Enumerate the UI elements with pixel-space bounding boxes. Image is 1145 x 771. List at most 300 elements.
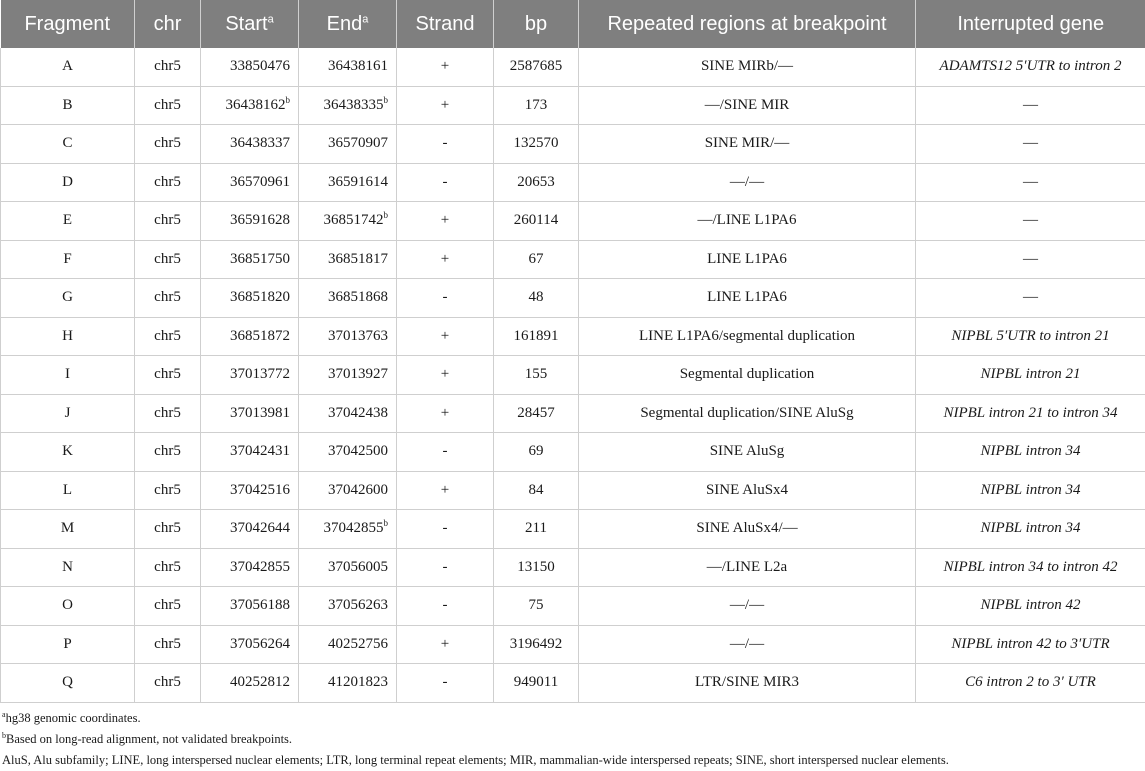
cell-fragment	[1, 86, 135, 125]
cell-interrupted-gene	[916, 317, 1145, 356]
cell-repeated-regions-text: LINE L1PA6	[707, 251, 787, 267]
cell-interrupted-gene	[916, 240, 1145, 279]
header-repeated-label: Repeated regions at breakpoint	[607, 13, 886, 35]
footnote-mark: b	[286, 95, 291, 105]
cell-interrupted-gene	[916, 279, 1145, 318]
cell-repeated-regions-text: —/LINE L2a	[707, 559, 787, 575]
cell-chr	[135, 317, 201, 356]
cell-interrupted-gene-text: —	[1023, 135, 1038, 151]
header-end	[299, 0, 397, 48]
cell-start	[201, 433, 299, 472]
cell-strand	[397, 48, 494, 86]
cell-bp	[494, 125, 579, 164]
cell-chr-text: chr5	[154, 482, 181, 498]
cell-bp	[494, 471, 579, 510]
table-row	[1, 279, 1145, 318]
cell-repeated-regions-text: —/SINE MIR	[705, 97, 790, 113]
cell-bp-text: 173	[525, 97, 548, 113]
cell-start	[201, 86, 299, 125]
cell-end	[299, 48, 397, 86]
cell-repeated-regions	[579, 587, 916, 626]
cell-start	[201, 510, 299, 549]
cell-bp	[494, 664, 579, 703]
cell-chr	[135, 163, 201, 202]
cell-strand-text: +	[441, 97, 449, 113]
cell-strand-text: -	[443, 135, 448, 151]
cell-repeated-regions	[579, 510, 916, 549]
cell-chr-text: chr5	[154, 251, 181, 267]
cell-bp	[494, 279, 579, 318]
cell-chr	[135, 433, 201, 472]
cell-strand	[397, 125, 494, 164]
cell-start-text: 37042855	[230, 559, 290, 575]
cell-end-text: 37056005	[328, 559, 388, 575]
cell-bp	[494, 625, 579, 664]
cell-start-text: 36438337	[230, 135, 290, 151]
cell-start	[201, 664, 299, 703]
cell-start-text: 37042431	[230, 443, 290, 459]
cell-end	[299, 510, 397, 549]
cell-repeated-regions-text: SINE MIR/—	[705, 135, 790, 151]
footnote	[2, 729, 1142, 750]
cell-fragment	[1, 279, 135, 318]
cell-interrupted-gene	[916, 202, 1145, 241]
cell-interrupted-gene-text: NIPBL 5′UTR to intron 21	[951, 328, 1109, 344]
cell-chr	[135, 510, 201, 549]
cell-bp-text: 155	[525, 366, 548, 382]
cell-fragment	[1, 471, 135, 510]
cell-strand-text: -	[443, 443, 448, 459]
header-fragment	[1, 0, 135, 48]
cell-fragment-text: A	[62, 58, 73, 74]
cell-strand	[397, 240, 494, 279]
cell-bp-text: 69	[529, 443, 544, 459]
table-row	[1, 48, 1145, 86]
cell-interrupted-gene-text: NIPBL intron 34	[980, 520, 1080, 536]
cell-start	[201, 625, 299, 664]
cell-strand-text: +	[441, 366, 449, 382]
cell-start	[201, 471, 299, 510]
cell-repeated-regions	[579, 394, 916, 433]
cell-strand-text: -	[443, 597, 448, 613]
cell-start-text: 40252812	[230, 674, 290, 690]
cell-interrupted-gene	[916, 510, 1145, 549]
footnotes	[2, 708, 1142, 771]
cell-strand-text: -	[443, 559, 448, 575]
cell-repeated-regions-text: —/—	[730, 597, 764, 613]
cell-strand-text: -	[443, 674, 448, 690]
cell-end	[299, 394, 397, 433]
cell-start-text: 37056264	[230, 636, 290, 652]
cell-chr-text: chr5	[154, 443, 181, 459]
cell-bp	[494, 86, 579, 125]
header-bp-label: bp	[525, 13, 547, 35]
cell-fragment-text: K	[62, 443, 73, 459]
cell-interrupted-gene	[916, 163, 1145, 202]
header-start-footnote-mark: a	[268, 13, 274, 25]
cell-strand-text: -	[443, 174, 448, 190]
footnote	[2, 708, 1142, 729]
cell-repeated-regions	[579, 125, 916, 164]
cell-bp-text: 260114	[514, 212, 558, 228]
cell-repeated-regions	[579, 48, 916, 86]
cell-chr	[135, 86, 201, 125]
cell-interrupted-gene-text: NIPBL intron 34	[980, 443, 1080, 459]
cell-interrupted-gene-text: ADAMTS12 5′UTR to intron 2	[940, 58, 1122, 74]
cell-bp	[494, 163, 579, 202]
cell-chr-text: chr5	[154, 520, 181, 536]
cell-strand	[397, 163, 494, 202]
header-bp	[494, 0, 579, 48]
cell-end	[299, 471, 397, 510]
header-gene-label: Interrupted gene	[957, 13, 1104, 35]
cell-start-text: 36851750	[230, 251, 290, 267]
cell-bp	[494, 394, 579, 433]
table-row	[1, 86, 1145, 125]
cell-chr-text: chr5	[154, 636, 181, 652]
footnote-mark: a	[2, 710, 6, 719]
cell-repeated-regions-text: LINE L1PA6/segmental duplication	[639, 328, 855, 344]
cell-end	[299, 625, 397, 664]
cell-end-text: 36591614	[328, 174, 388, 190]
cell-strand	[397, 356, 494, 395]
cell-interrupted-gene	[916, 394, 1145, 433]
header-repeated-regions	[579, 0, 916, 48]
cell-end	[299, 202, 397, 241]
cell-chr-text: chr5	[154, 405, 181, 421]
cell-bp-text: 3196492	[510, 636, 563, 652]
cell-chr-text: chr5	[154, 58, 181, 74]
cell-chr-text: chr5	[154, 559, 181, 575]
cell-fragment-text: F	[63, 251, 71, 267]
cell-start	[201, 356, 299, 395]
cell-bp-text: 949011	[514, 674, 558, 690]
table-row	[1, 664, 1145, 703]
table-row	[1, 510, 1145, 549]
cell-strand-text: +	[441, 58, 449, 74]
cell-fragment-text: E	[63, 212, 72, 228]
cell-bp	[494, 548, 579, 587]
cell-fragment-text: P	[63, 636, 71, 652]
cell-strand-text: +	[441, 636, 449, 652]
cell-strand	[397, 317, 494, 356]
cell-start-text: 37042516	[230, 482, 290, 498]
cell-fragment-text: N	[62, 559, 73, 575]
table-row	[1, 548, 1145, 587]
cell-chr	[135, 240, 201, 279]
cell-strand	[397, 86, 494, 125]
cell-chr-text: chr5	[154, 289, 181, 305]
cell-end-text: 37056263	[328, 597, 388, 613]
header-fragment-label: Fragment	[24, 13, 110, 35]
cell-start-text: 37042644	[230, 520, 290, 536]
header-end-label: End	[327, 13, 363, 35]
cell-strand-text: -	[443, 520, 448, 536]
footnote	[2, 750, 1142, 771]
table-row	[1, 125, 1145, 164]
cell-interrupted-gene	[916, 86, 1145, 125]
cell-start	[201, 548, 299, 587]
cell-start-text: 36851820	[230, 289, 290, 305]
cell-chr	[135, 471, 201, 510]
cell-end-text: 36851742	[324, 212, 384, 228]
cell-end-text: 36851817	[328, 251, 388, 267]
table-row	[1, 317, 1145, 356]
cell-chr	[135, 48, 201, 86]
cell-repeated-regions-text: Segmental duplication/SINE AluSg	[640, 405, 853, 421]
cell-chr-text: chr5	[154, 328, 181, 344]
cell-start-text: 37056188	[230, 597, 290, 613]
cell-fragment-text: Q	[62, 674, 73, 690]
cell-chr-text: chr5	[154, 366, 181, 382]
cell-end-text: 37042600	[328, 482, 388, 498]
cell-strand	[397, 279, 494, 318]
cell-fragment	[1, 240, 135, 279]
cell-repeated-regions-text: Segmental duplication	[680, 366, 815, 382]
cell-start	[201, 317, 299, 356]
cell-interrupted-gene-text: NIPBL intron 34 to intron 42	[943, 559, 1117, 575]
cell-strand	[397, 510, 494, 549]
cell-start-text: 36851872	[230, 328, 290, 344]
table-row	[1, 433, 1145, 472]
cell-end	[299, 317, 397, 356]
cell-chr	[135, 625, 201, 664]
cell-strand	[397, 471, 494, 510]
cell-fragment	[1, 125, 135, 164]
cell-repeated-regions-text: LINE L1PA6	[707, 289, 787, 305]
cell-bp	[494, 48, 579, 86]
cell-interrupted-gene-text: —	[1023, 212, 1038, 228]
table-row	[1, 471, 1145, 510]
cell-bp-text: 211	[525, 520, 547, 536]
cell-start	[201, 163, 299, 202]
cell-chr-text: chr5	[154, 135, 181, 151]
cell-chr-text: chr5	[154, 97, 181, 113]
cell-repeated-regions	[579, 433, 916, 472]
cell-bp-text: 2587685	[510, 58, 563, 74]
cell-end-text: 37042438	[328, 405, 388, 421]
cell-chr	[135, 125, 201, 164]
cell-interrupted-gene	[916, 356, 1145, 395]
cell-repeated-regions	[579, 625, 916, 664]
table-row	[1, 163, 1145, 202]
footnote-mark: b	[2, 731, 6, 740]
cell-end-text: 37013763	[328, 328, 388, 344]
cell-chr	[135, 356, 201, 395]
cell-end-text: 36851868	[328, 289, 388, 305]
cell-end-text: 36438161	[328, 58, 388, 74]
cell-strand	[397, 587, 494, 626]
cell-end-text: 36570907	[328, 135, 388, 151]
cell-bp-text: 20653	[517, 174, 555, 190]
cell-strand	[397, 394, 494, 433]
cell-end-text: 37042855	[324, 520, 384, 536]
cell-repeated-regions	[579, 548, 916, 587]
cell-strand	[397, 625, 494, 664]
cell-repeated-regions-text: LTR/SINE MIR3	[695, 674, 799, 690]
cell-strand	[397, 548, 494, 587]
table-row	[1, 394, 1145, 433]
cell-start-text: 37013981	[230, 405, 290, 421]
cell-interrupted-gene-text: —	[1023, 97, 1038, 113]
cell-bp	[494, 240, 579, 279]
cell-interrupted-gene-text: NIPBL intron 34	[980, 482, 1080, 498]
cell-repeated-regions-text: —/—	[730, 636, 764, 652]
cell-start	[201, 240, 299, 279]
cell-chr-text: chr5	[154, 674, 181, 690]
cell-end-text: 41201823	[328, 674, 388, 690]
cell-start-text: 36438162	[226, 97, 286, 113]
cell-chr	[135, 202, 201, 241]
cell-strand-text: +	[441, 405, 449, 421]
header-start-label: Start	[225, 13, 267, 35]
cell-repeated-regions-text: SINE AluSx4/—	[696, 520, 797, 536]
cell-start	[201, 587, 299, 626]
cell-end	[299, 587, 397, 626]
table-row	[1, 240, 1145, 279]
cell-repeated-regions	[579, 317, 916, 356]
cell-interrupted-gene-text: —	[1023, 289, 1038, 305]
cell-interrupted-gene	[916, 433, 1145, 472]
cell-bp-text: 84	[529, 482, 544, 498]
cell-fragment	[1, 48, 135, 86]
cell-end-text: 40252756	[328, 636, 388, 652]
cell-fragment-text: H	[62, 328, 73, 344]
cell-fragment	[1, 510, 135, 549]
cell-fragment	[1, 356, 135, 395]
cell-end	[299, 163, 397, 202]
cell-chr	[135, 548, 201, 587]
cell-repeated-regions-text: SINE AluSg	[710, 443, 785, 459]
footnote-text: AluS, Alu subfamily; LINE, long interspersed nuclear elements; LTR, long terminal repeat elements; MIR, mammalian-wide interspersed repeats; SINE, short interspersed nuclear elements.	[2, 753, 949, 767]
cell-interrupted-gene	[916, 664, 1145, 703]
cell-end	[299, 433, 397, 472]
cell-start	[201, 202, 299, 241]
cell-bp-text: 67	[529, 251, 544, 267]
header-start	[201, 0, 299, 48]
cell-interrupted-gene-text: NIPBL intron 42	[980, 597, 1080, 613]
cell-repeated-regions	[579, 664, 916, 703]
cell-repeated-regions-text: SINE AluSx4	[706, 482, 788, 498]
cell-repeated-regions	[579, 279, 916, 318]
cell-strand	[397, 433, 494, 472]
cell-interrupted-gene	[916, 48, 1145, 86]
cell-chr-text: chr5	[154, 597, 181, 613]
cell-end-text: 36438335	[324, 97, 384, 113]
cell-fragment	[1, 317, 135, 356]
cell-strand-text: +	[441, 328, 449, 344]
cell-interrupted-gene	[916, 471, 1145, 510]
table-header	[1, 0, 1145, 48]
header-interrupted-gene	[916, 0, 1145, 48]
cell-fragment	[1, 394, 135, 433]
cell-end-text: 37013927	[328, 366, 388, 382]
cell-start-text: 36591628	[230, 212, 290, 228]
cell-chr	[135, 664, 201, 703]
cell-bp-text: 132570	[514, 135, 559, 151]
cell-repeated-regions	[579, 202, 916, 241]
cell-strand-text: -	[443, 289, 448, 305]
cell-interrupted-gene-text: C6 intron 2 to 3′ UTR	[965, 674, 1096, 690]
cell-interrupted-gene	[916, 548, 1145, 587]
cell-chr	[135, 587, 201, 626]
cell-bp-text: 48	[529, 289, 544, 305]
cell-start	[201, 125, 299, 164]
cell-end	[299, 548, 397, 587]
cell-interrupted-gene-text: —	[1023, 251, 1038, 267]
cell-bp-text: 161891	[514, 328, 559, 344]
cell-strand-text: +	[441, 251, 449, 267]
cell-repeated-regions	[579, 356, 916, 395]
cell-fragment	[1, 625, 135, 664]
cell-repeated-regions	[579, 163, 916, 202]
header-end-footnote-mark: a	[362, 13, 368, 25]
cell-chr-text: chr5	[154, 174, 181, 190]
cell-end	[299, 240, 397, 279]
cell-fragment	[1, 548, 135, 587]
cell-fragment-text: J	[65, 405, 71, 421]
footnote-mark: b	[384, 210, 389, 220]
cell-repeated-regions-text: —/—	[730, 174, 764, 190]
footnote-text: Based on long-read alignment, not validated breakpoints.	[6, 732, 292, 746]
cell-end	[299, 279, 397, 318]
cell-repeated-regions	[579, 240, 916, 279]
cell-start-text: 36570961	[230, 174, 290, 190]
header-strand	[397, 0, 494, 48]
cell-fragment-text: B	[62, 97, 72, 113]
cell-interrupted-gene-text: NIPBL intron 21 to intron 34	[943, 405, 1117, 421]
header-chr	[135, 0, 201, 48]
cell-repeated-regions-text: —/LINE L1PA6	[697, 212, 796, 228]
cell-fragment-text: C	[62, 135, 72, 151]
cell-bp	[494, 587, 579, 626]
cell-end-text: 37042500	[328, 443, 388, 459]
cell-interrupted-gene-text: NIPBL intron 42 to 3′UTR	[951, 636, 1109, 652]
cell-repeated-regions-text: SINE MIRb/—	[701, 58, 793, 74]
table-row	[1, 356, 1145, 395]
cell-fragment-text: I	[65, 366, 70, 382]
cell-interrupted-gene	[916, 587, 1145, 626]
footnote-mark: b	[384, 95, 389, 105]
cell-fragment	[1, 433, 135, 472]
header-chr-label: chr	[154, 13, 182, 35]
table-row	[1, 202, 1145, 241]
cell-strand-text: +	[441, 212, 449, 228]
cell-interrupted-gene	[916, 125, 1145, 164]
cell-interrupted-gene	[916, 625, 1145, 664]
cell-bp	[494, 317, 579, 356]
cell-start	[201, 394, 299, 433]
cell-fragment	[1, 163, 135, 202]
cell-fragment	[1, 587, 135, 626]
cell-end	[299, 86, 397, 125]
cell-fragment-text: G	[62, 289, 73, 305]
cell-start	[201, 279, 299, 318]
cell-fragment	[1, 202, 135, 241]
cell-fragment	[1, 664, 135, 703]
cell-bp-text: 75	[529, 597, 544, 613]
cell-fragment-text: D	[62, 174, 73, 190]
cell-strand	[397, 664, 494, 703]
cell-chr-text: chr5	[154, 212, 181, 228]
cell-start	[201, 48, 299, 86]
cell-bp	[494, 202, 579, 241]
cell-end	[299, 356, 397, 395]
table-row	[1, 625, 1145, 664]
header-strand-label: Strand	[416, 13, 475, 35]
cell-strand-text: +	[441, 482, 449, 498]
cell-bp	[494, 356, 579, 395]
